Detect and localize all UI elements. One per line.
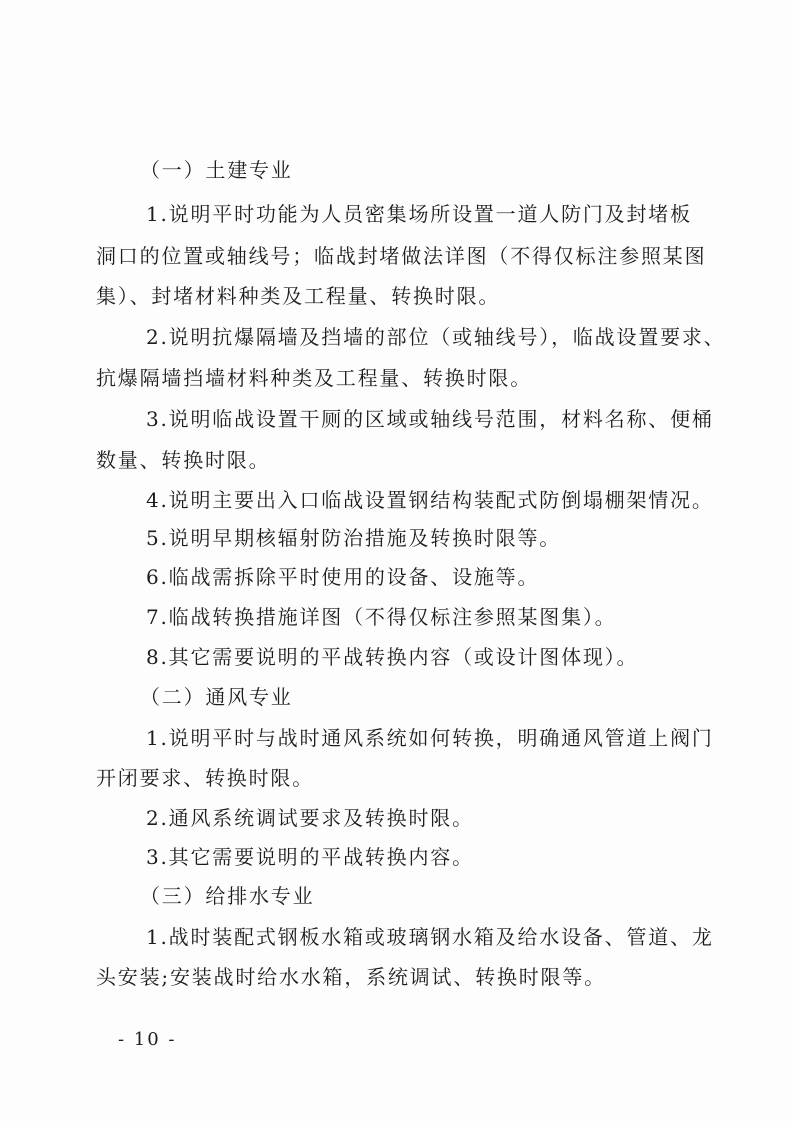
page-number: - 10 - — [118, 1029, 177, 1050]
section-heading-plumbing: （三）给排水专业 — [140, 884, 315, 908]
plumbing-item-1-line-2: 头安装;安装战时给水水箱，系统调试、转换时限等。 — [96, 965, 606, 989]
civil-item-2-line-2: 抗爆隔墙挡墙材料种类及工程量、转换时限。 — [96, 366, 532, 390]
ventilation-item-1-line-2: 开闭要求、转换时限。 — [96, 766, 314, 790]
civil-item-5: 5.说明早期核辐射防治措施及转换时限等。 — [146, 526, 562, 550]
ventilation-item-3: 3.其它需要说明的平战转换内容。 — [146, 845, 474, 869]
ventilation-item-2: 2.通风系统调试要求及转换时限。 — [146, 806, 474, 830]
civil-item-3-line-1: 3.说明临战设置干厕的区域或轴线号范围，材料名称、便桶 — [146, 407, 714, 431]
civil-item-4: 4.说明主要出入口临战设置钢结构装配式防倒塌棚架情况。 — [146, 488, 714, 512]
civil-item-3-line-2: 数量、转换时限。 — [96, 448, 271, 472]
section-heading-ventilation: （二）通风专业 — [140, 685, 293, 709]
civil-item-6: 6.临战需拆除平时使用的设备、设施等。 — [146, 565, 540, 589]
civil-item-8: 8.其它需要说明的平战转换内容（或设计图体现）。 — [146, 645, 639, 669]
plumbing-item-1-line-1: 1.战时装配式钢板水箱或玻璃钢水箱及给水设备、管道、龙 — [146, 925, 714, 949]
civil-item-2-line-1: 2.说明抗爆隔墙及挡墙的部位（或轴线号），临战设置要求、 — [146, 325, 726, 349]
civil-item-7: 7.临战转换措施详图（不得仅标注参照某图集）。 — [146, 605, 617, 629]
section-heading-civil: （一）土建专业 — [140, 158, 293, 182]
civil-item-1-line-2: 洞口的位置或轴线号；临战封堵做法详图（不得仅标注参照某图 — [96, 244, 707, 268]
ventilation-item-1-line-1: 1.说明平时与战时通风系统如何转换，明确通风管道上阀门 — [146, 726, 714, 750]
civil-item-1-line-3: 集）、封堵材料种类及工程量、转换时限。 — [96, 284, 501, 308]
civil-item-1-line-1: 1.说明平时功能为人员密集场所设置一道人防门及封堵板 — [146, 202, 692, 226]
